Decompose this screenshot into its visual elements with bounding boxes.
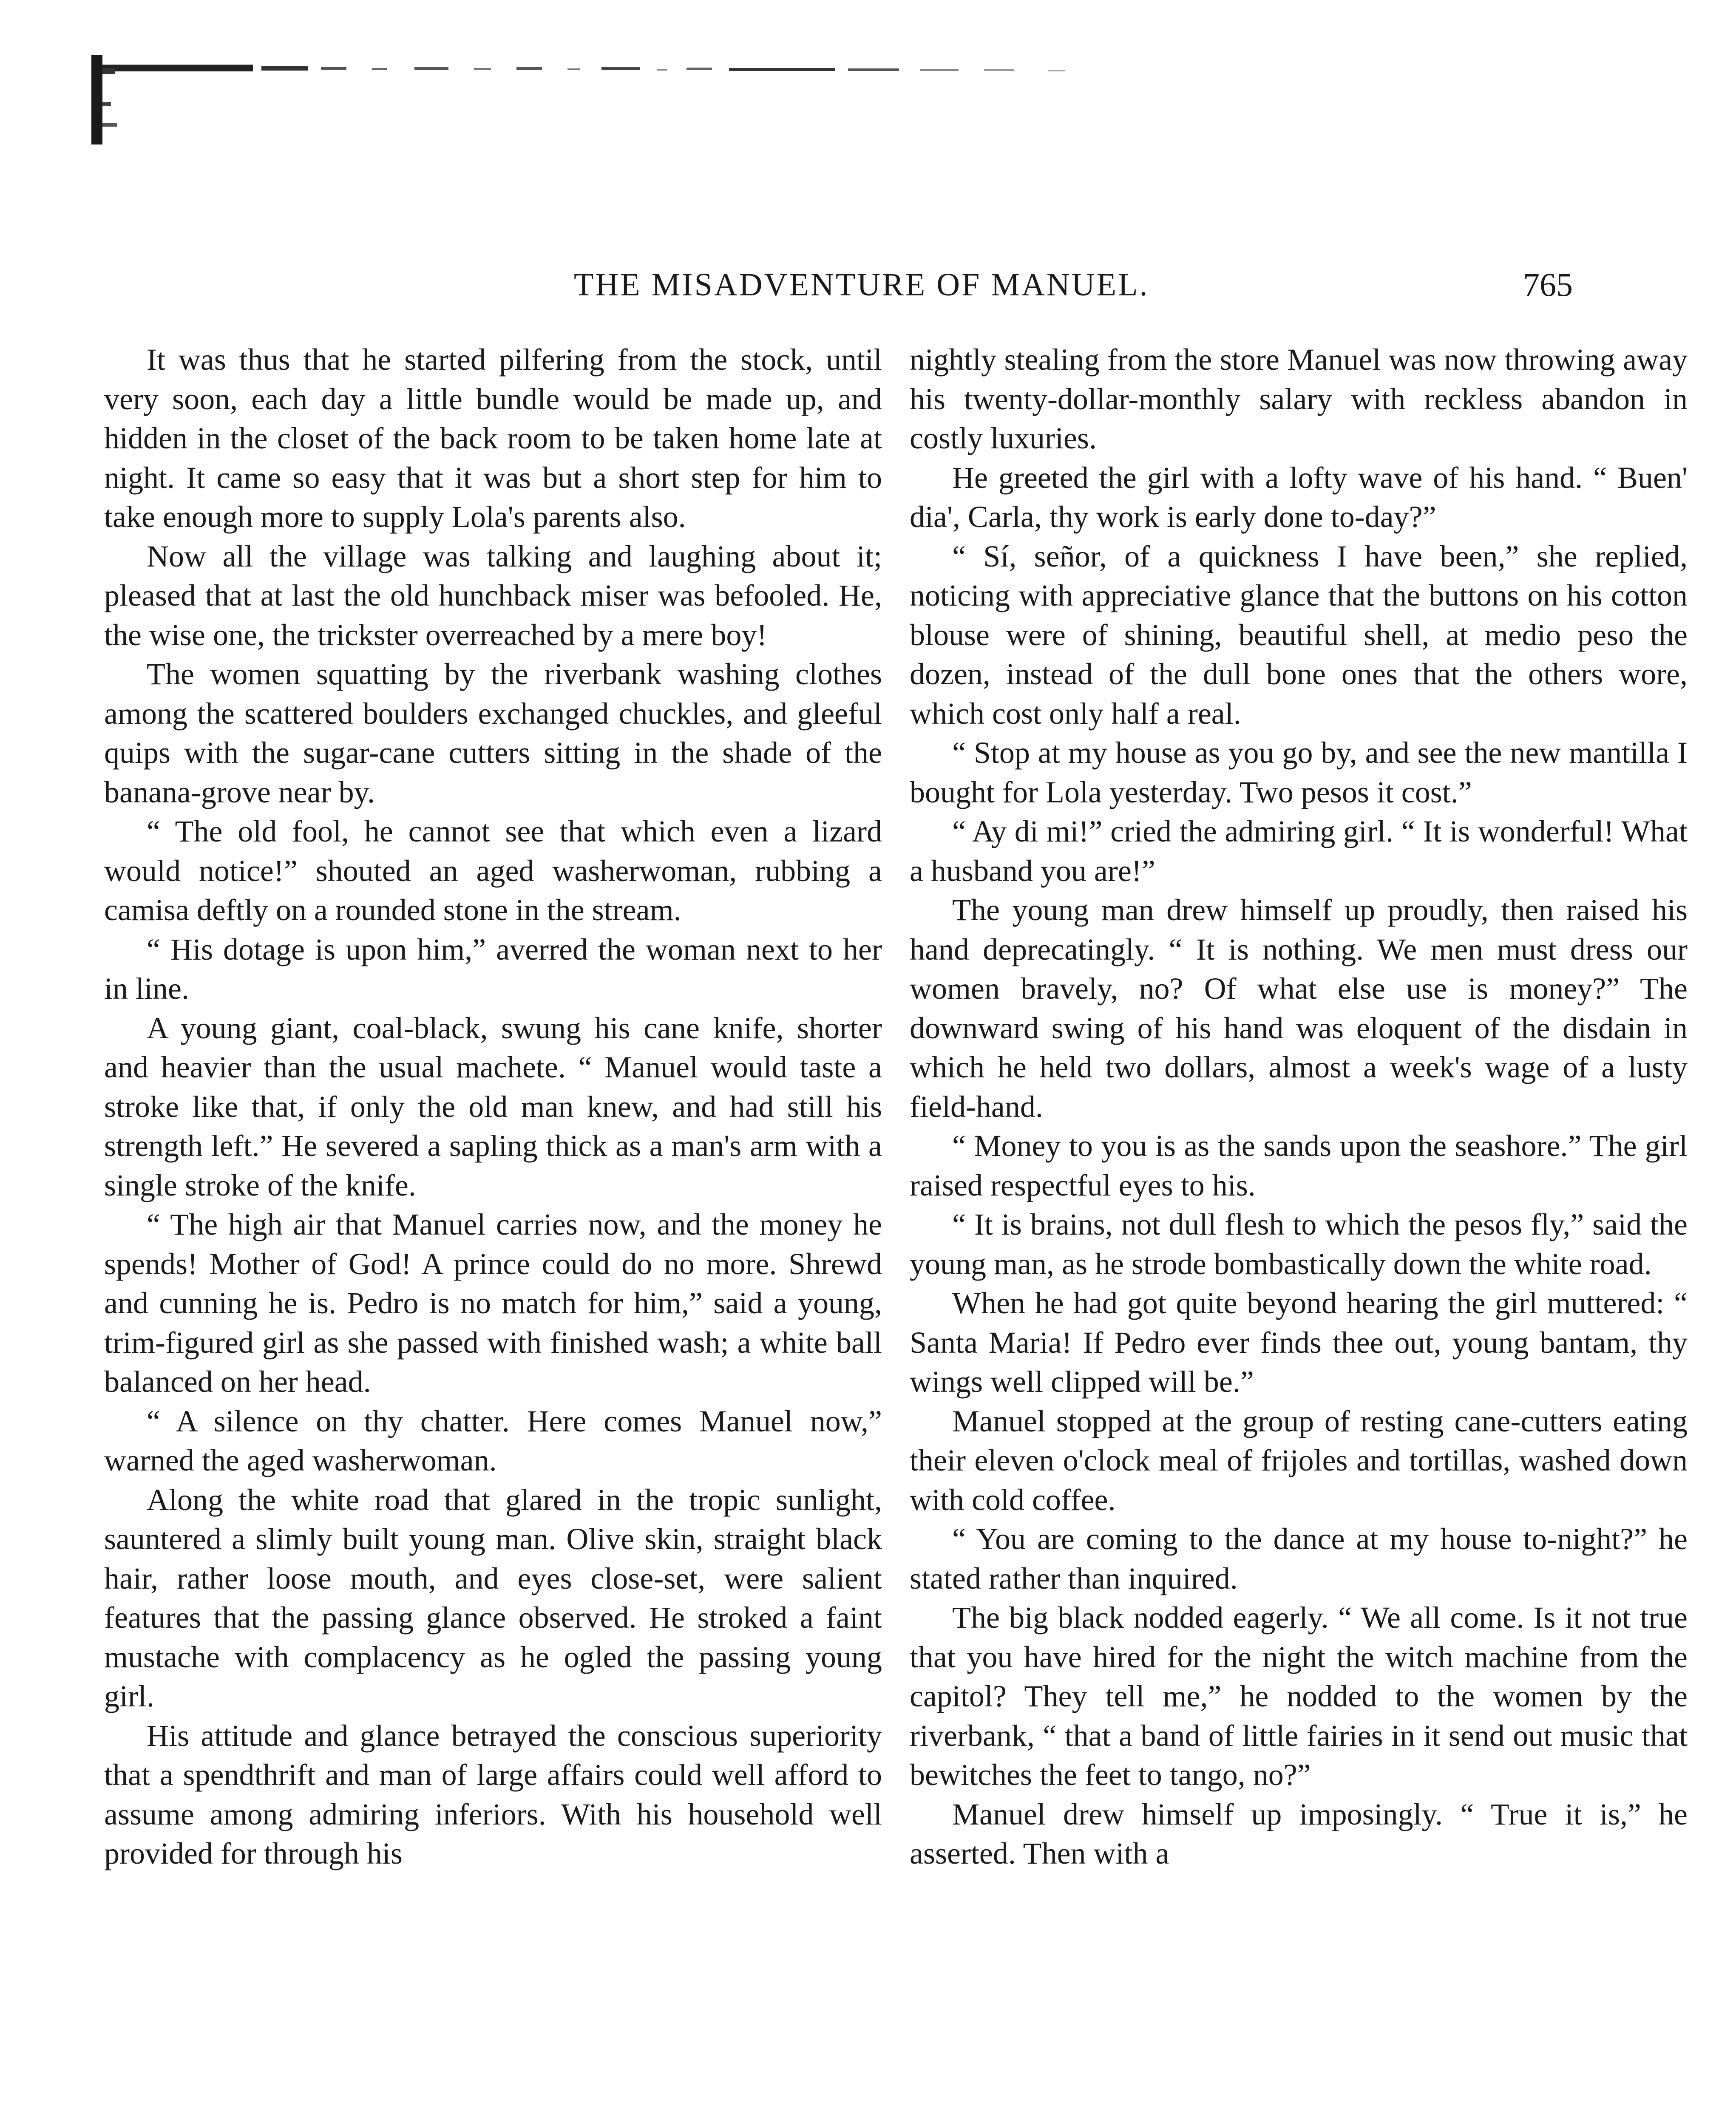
paragraph: “ Stop at my house as you go by, and see the new mantilla I bought for Lola yesterday. Two pesos it cost.” <box>910 736 1688 809</box>
paragraph: It was thus that he started pilfering from the stock, until very soon, each day a little bundle would be made up, and hidden in the closet of the back room to be taken home late at night. It came so easy that it was but a short step for him to take enough more to supply Lola's parents also. <box>104 343 882 534</box>
left-column <box>104 340 882 1873</box>
paragraph: He greeted the girl with a lofty wave of his hand. “ Buen' dia', Carla, thy work is early done to-day?” <box>910 460 1688 534</box>
paragraph: “ Sí, señor, of a quickness I have been,” she replied, noticing with appreciative glance that the buttons on his cotton blouse were of shining, beautiful shell, at medio peso the dozen, instead of the dull bone ones that the others wore, which cost only half a real. <box>910 539 1688 731</box>
paragraph: The young man drew himself up proudly, then raised his hand deprecatingly. “ It is nothing. We men must dress our women bravely, no? Of what else use is money?” The downward swing of his hand was eloquent of the disdain in which he held two dollars, almost a week's wage of a lusty field-hand. <box>910 893 1688 1124</box>
running-header <box>519 261 1573 308</box>
paragraph: Along the white road that glared in the tropic sunlight, sauntered a slimly built young man. Olive skin, straight black hair, rather loose mouth, and eyes close-set, were salient features that the passing glance observed. He stroked a faint mustache with complacency as he ogled the passing young girl. <box>104 1482 882 1713</box>
paragraph: nightly stealing from the store Manuel was now throwing away his twenty-dollar-monthly salary with reckless abandon in costly luxuries. <box>910 343 1688 455</box>
paragraph: Manuel drew himself up imposingly. “ True it is,” he asserted. Then with a <box>910 1797 1688 1870</box>
paragraph: The big black nodded eagerly. “ We all come. Is it not true that you have hired for the night the witch machine from the capitol? They tell me,” he nodded to the women by the riverbank, “ that a band of little fairies in it send out music that bewitches the feet to tango, no?” <box>910 1601 1688 1792</box>
paragraph: Manuel stopped at the group of resting cane-cutters eating their eleven o'clock meal of frijoles and tortillas, washed down with cold coffee. <box>910 1404 1688 1517</box>
running-title: THE MISADVENTURE OF MANUEL. <box>574 267 1149 303</box>
paragraph: Now all the village was talking and laughing about it; pleased that at last the old hunchback miser was befooled. He, the wise one, the trickster overreached by a mere boy! <box>104 539 882 652</box>
paragraph: “ Money to you is as the sands upon the seashore.” The girl raised respectful eyes to his. <box>910 1129 1688 1202</box>
print-smudge <box>91 60 1154 85</box>
paragraph: “ His dotage is upon him,” averred the woman next to her in line. <box>104 932 882 1006</box>
paragraph: When he had got quite beyond hearing the girl muttered: “ Santa Maria! If Pedro ever finds thee out, young bantam, thy wings well clipped will be.” <box>910 1286 1688 1399</box>
paragraph: “ It is brains, not dull flesh to which the pesos fly,” said the young man, as he strode bombastically down the white road. <box>910 1207 1688 1281</box>
right-column <box>910 340 1688 1873</box>
paragraph: “ Ay di mi!” cried the admiring girl. “ It is wonderful! What a husband you are!” <box>910 814 1688 888</box>
page-number: 765 <box>1523 266 1573 303</box>
paragraph: “ The old fool, he cannot see that which even a lizard would notice!” shouted an aged washerwoman, rubbing a camisa deftly on a rounded stone in the stream. <box>104 814 882 927</box>
paragraph: “ The high air that Manuel carries now, and the money he spends! Mother of God! A prince could do no more. Shrewd and cunning he is. Pedro is no match for him,” said a young, trim-figured girl as she passed with finished wash; a white ball balanced on her head. <box>104 1207 882 1399</box>
print-corner-mark <box>91 55 121 144</box>
paragraph: The women squatting by the riverbank washing clothes among the scattered boulders exchanged chuckles, and gleeful quips with the sugar-cane cutters sitting in the shade of the banana-grove near by. <box>104 657 882 809</box>
paragraph: “ A silence on thy chatter. Here comes Manuel now,” warned the aged washerwoman. <box>104 1404 882 1477</box>
paragraph: His attitude and glance betrayed the conscious superiority that a spendthrift and man of large affairs could well afford to assume among admiring inferiors. With his household well provided for through his <box>104 1718 882 1870</box>
paragraph: A young giant, coal-black, swung his cane knife, shorter and heavier than the usual machete. “ Manuel would taste a stroke like that, if only the old man knew, and had still his strength left.” He severed a sapling thick as a man's arm with a single stroke of the knife. <box>104 1011 882 1202</box>
paragraph: “ You are coming to the dance at my house to-night?” he stated rather than inquired. <box>910 1522 1688 1595</box>
